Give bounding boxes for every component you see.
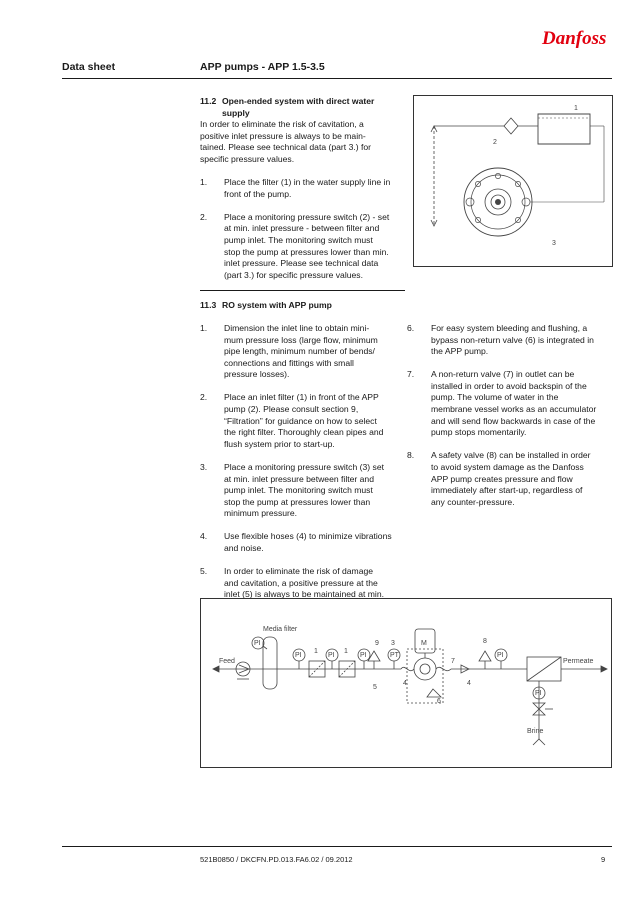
label-1: 1 — [574, 105, 578, 112]
media-filter-vessel — [263, 637, 277, 689]
text-line: the APP pump. — [431, 346, 489, 357]
label-pi: PI — [360, 652, 367, 659]
text-line: inlet pressure. Please see technical data — [224, 258, 379, 269]
label-pt: PT — [390, 652, 399, 659]
list-item — [407, 369, 612, 439]
label-pi: PI — [254, 640, 261, 647]
list-item — [407, 323, 612, 358]
label-5: 5 — [373, 684, 377, 691]
text-line: the right filter. Thoroughly clean pipes and — [224, 427, 384, 438]
text-line: at min. inlet pressure between filter and — [224, 473, 374, 484]
section-rule — [200, 290, 405, 291]
item-number: 3. — [200, 461, 208, 472]
list-item — [200, 392, 405, 450]
item-number: 8. — [407, 450, 415, 461]
text-line: minimum pressure. — [224, 508, 298, 519]
text-line: (part 3.) for specific pressure values. — [224, 269, 363, 280]
document-code: 521B0850 / DKCFN.PD.013.FA6.02 / 09.2012 — [200, 855, 353, 864]
intro-paragraph — [200, 119, 405, 165]
text-line: A non-return valve (7) in outlet can be — [431, 369, 575, 380]
footer-rule — [62, 846, 612, 847]
header-rule — [62, 78, 612, 79]
text-line: pipe length, minimum number of bends/ — [224, 346, 375, 357]
doc-type-label: Data sheet — [62, 61, 116, 73]
section-11-3-left-column — [200, 323, 405, 624]
item-number: 1. — [200, 177, 208, 188]
heading-line: supply — [222, 107, 250, 118]
label-media-filter: Media filter — [263, 626, 298, 633]
pump-front-view — [464, 168, 532, 236]
text-line: In order to eliminate the risk of damage — [224, 566, 374, 577]
label-motor: M — [421, 640, 427, 647]
label-3: 3 — [552, 240, 556, 247]
text-line: at min. inlet pressure - between filter and — [224, 223, 380, 234]
list-item — [200, 462, 405, 520]
list-item — [407, 450, 612, 508]
text-line: any counter-pressure. — [431, 496, 515, 507]
heading-line: Open-ended system with direct water — [222, 96, 375, 106]
label-4: 4 — [403, 680, 407, 687]
item-number: 1. — [200, 323, 208, 333]
text-line: and will send flow backwards in case of the — [431, 415, 596, 426]
text-line: In order to eliminate the risk of cavitation, a — [200, 119, 364, 130]
label-1: 1 — [314, 648, 318, 655]
text-line: inlet (5) is always to be maintained at min. — [224, 589, 385, 600]
section-11-3-right-column — [407, 323, 612, 520]
text-line: specific pressure values. — [200, 153, 295, 164]
label-4: 4 — [467, 680, 471, 687]
item-number: 4. — [200, 531, 208, 542]
label-brine: Brine — [527, 728, 544, 735]
section-number: 11.3 — [200, 300, 217, 310]
text-line: connections and fittings with small — [224, 357, 354, 368]
list-item — [200, 212, 405, 282]
text-line: stop the pump at pressures lower than — [224, 496, 371, 507]
text-line: For easy system bleeding and flushing, a — [431, 323, 588, 333]
label-1: 1 — [344, 648, 348, 655]
list-item — [200, 323, 405, 381]
label-9: 9 — [375, 640, 379, 647]
text-line: A safety valve (8) can be installed in order — [431, 450, 591, 461]
ro-system-diagram — [200, 598, 612, 768]
text-line: “Filtration” for guidance on how to select — [224, 415, 377, 426]
list-item — [200, 531, 405, 554]
item-number: 2. — [200, 211, 208, 222]
text-line: Place an inlet filter (1) in front of the APP — [224, 392, 379, 403]
page-number: 9 — [601, 855, 606, 864]
label-feed: Feed — [219, 658, 235, 665]
text-line: Place the filter (1) in the water supply line in — [224, 177, 391, 188]
label-3: 3 — [391, 640, 395, 647]
text-line: flush system prior to start-up. — [224, 438, 335, 449]
section-number: 11.2 — [200, 96, 217, 106]
text-line: Use flexible hoses (4) to minimize vibrations — [224, 531, 392, 542]
text-line: pump inlet. The monitoring switch must — [224, 485, 373, 496]
water-tank — [538, 114, 590, 144]
label-pi: PI — [295, 652, 302, 659]
text-line: stop the pump at pressures lower than min. — [224, 246, 389, 257]
pressure-switch — [504, 118, 518, 134]
text-line: positive inlet pressure is always to be main- — [200, 130, 366, 141]
item-number: 6. — [407, 323, 415, 333]
section-11-2 — [200, 96, 405, 293]
text-line: immediately after start-up, regardless of — [431, 485, 583, 496]
section-11-2-heading — [200, 96, 405, 119]
text-line: Place a monitoring pressure switch (2) - set — [224, 211, 390, 222]
text-line: Dimension the inlet line to obtain mini- — [224, 323, 370, 333]
product-title: APP pumps - APP 1.5-3.5 — [200, 61, 325, 73]
text-line: and noise. — [224, 543, 264, 553]
list-item — [200, 177, 405, 200]
text-line: installed in order to avoid backspin of the — [431, 380, 587, 391]
text-line: tained. Please see technical data (part 3.) for — [200, 142, 372, 153]
label-pi: PI — [535, 690, 542, 697]
section-11-3-heading — [200, 300, 405, 312]
svg-text:Danfoss: Danfoss — [542, 28, 607, 49]
label-6: 6 — [437, 698, 441, 705]
text-line: membrane vessel works as an accumulator — [431, 404, 597, 415]
label-pi: PI — [328, 652, 335, 659]
text-line: Place a monitoring pressure switch (3) set — [224, 461, 385, 472]
text-line: APP pump creates pressure and flow — [431, 473, 573, 484]
danfoss-logo — [540, 22, 612, 52]
text-line: pump inlet. The monitoring switch must — [224, 234, 373, 245]
text-line: bypass non-return valve (6) is integrated in — [431, 334, 594, 345]
item-number: 5. — [200, 566, 208, 577]
section-title: RO system with APP pump — [222, 300, 332, 310]
text-line: pump (2). Please consult section 9, — [224, 404, 359, 415]
item-number: 7. — [407, 369, 415, 380]
text-line: front of the pump. — [224, 188, 292, 199]
label-permeate: Permeate — [563, 658, 594, 665]
label-7: 7 — [451, 658, 455, 665]
text-line: pump stops momentarily. — [431, 427, 527, 438]
app-pump-symbol — [414, 658, 436, 680]
label-2: 2 — [493, 139, 497, 146]
text-line: to avoid system damage as the Danfoss — [431, 461, 584, 472]
open-ended-system-figure — [413, 95, 613, 267]
item-number: 2. — [200, 392, 208, 403]
text-line: pressure losses). — [224, 369, 290, 380]
text-line: and cavitation, a positive pressure at the — [224, 577, 378, 588]
text-line: pump. The volume of water in the — [431, 392, 559, 403]
label-8: 8 — [483, 638, 487, 645]
text-line: inlet pressure and max. inlet pressure. — [224, 600, 370, 611]
text-line: mum pressure loss (large flow, minimum — [224, 334, 378, 345]
label-pi: PI — [497, 652, 504, 659]
